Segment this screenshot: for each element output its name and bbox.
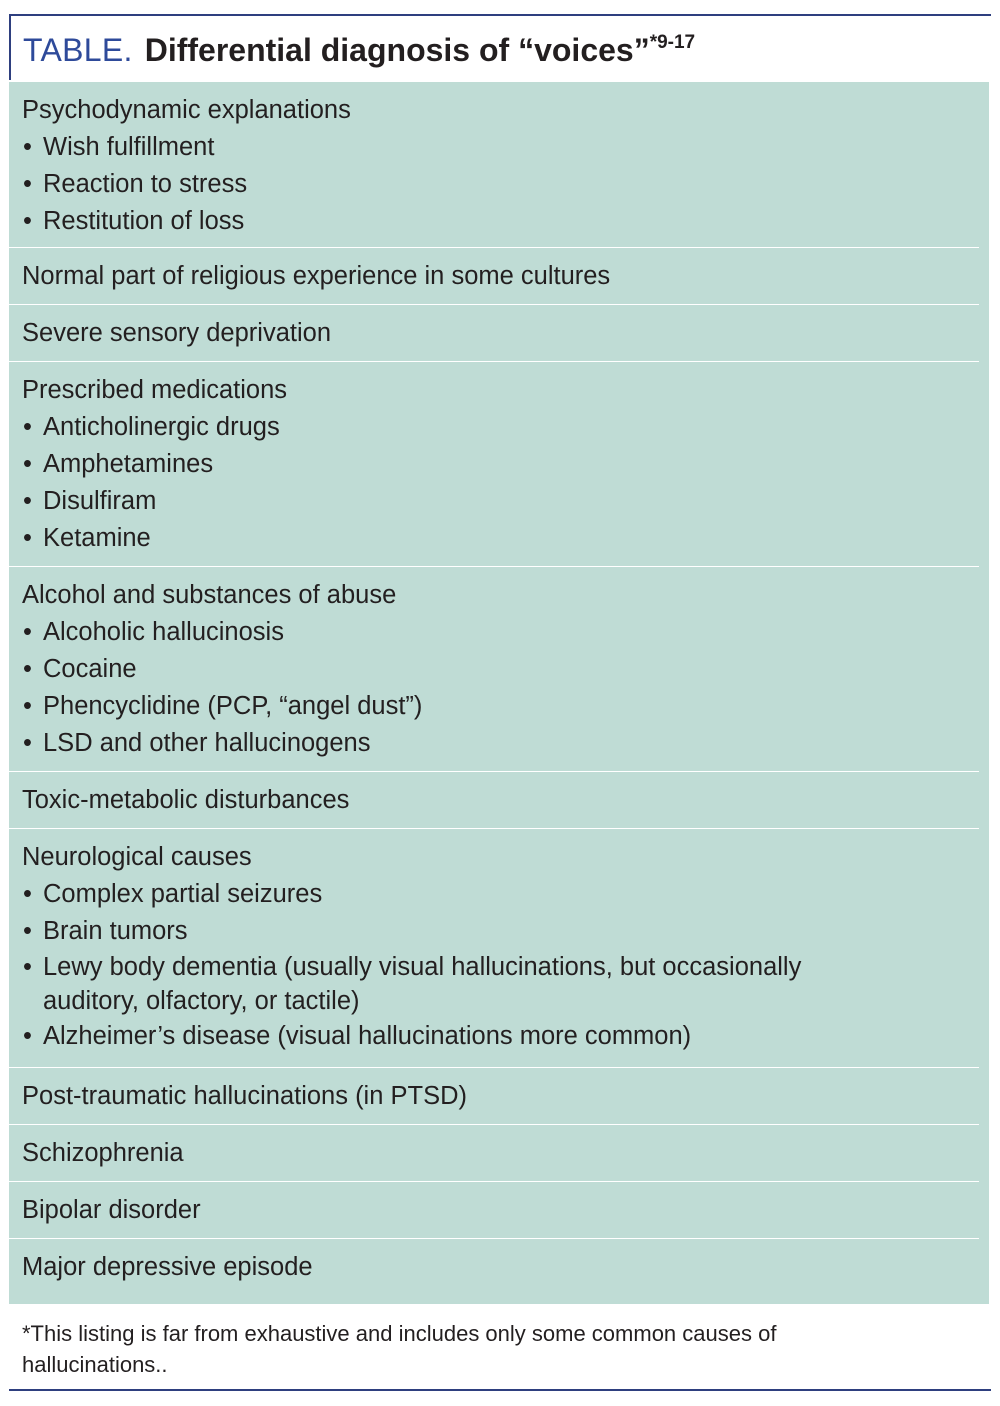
list-item: • Phencyclidine (PCP, “angel dust”) [22,688,979,725]
list-item: • Amphetamines [22,446,979,483]
table-row-toxic-metabolic [9,772,979,829]
table-title [23,30,695,76]
row-heading: Post-traumatic hallucinations (in PTSD) [22,1082,467,1110]
title-reference-superscript: *9-17 [649,32,696,53]
footnote-line: *This listing is far from exhaustive and includes only some common causes of [22,1321,777,1346]
list-item: • Disulfiram [22,483,979,520]
table-row-bipolar [9,1182,979,1239]
list-item: • Ketamine [22,520,979,557]
table-row-major-depressive [9,1239,979,1296]
list-item: • Restitution of loss [22,203,979,240]
row-heading: Toxic-metabolic disturbances [22,786,350,814]
table-row-ptsd [9,1068,979,1125]
row-heading: Alcohol and substances of abuse [22,581,397,609]
table-footnote [22,1318,972,1380]
row-heading: Schizophrenia [22,1139,184,1167]
list-item: • Complex partial seizures [22,876,979,913]
bottom-rule [9,1389,991,1391]
table-row-psychodynamic [9,92,979,248]
list-item-continuation: auditory, olfactory, or tactile) [43,987,360,1015]
list-item: • Anticholinergic drugs [22,409,979,446]
footnote-line: hallucinations.. [22,1352,168,1377]
table-row-sensory-deprivation [9,305,979,362]
table-body [9,82,989,1304]
row-heading: Prescribed medications [22,376,288,404]
list-item: • Cocaine [22,651,979,688]
list-item: • Wish fulfillment [22,129,979,166]
row-heading: Psychodynamic explanations [22,96,351,124]
row-heading: Bipolar disorder [22,1196,201,1224]
list-item [22,950,979,1018]
table-row-substances [9,567,979,772]
row-heading: Normal part of religious experience in some cultures [22,262,611,290]
table-title-bar [9,16,989,80]
list-item: • Reaction to stress [22,166,979,203]
list-item-text: Lewy body dementia (usually visual hallucinations, but occasionally [43,953,802,981]
table-row-schizophrenia [9,1125,979,1182]
table-row-prescribed-medications [9,362,979,567]
row-heading: Severe sensory deprivation [22,319,332,347]
list-item: • Alcoholic hallucinosis [22,614,979,651]
table-label: TABLE. [23,32,133,68]
table-title-text: Differential diagnosis of “voices” [144,32,650,68]
table-row-neurological [9,829,979,1068]
row-heading: Major depressive episode [22,1253,313,1281]
list-item: • Brain tumors [22,913,979,950]
list-item: • Alzheimer’s disease (visual hallucinations more common) [22,1018,979,1055]
row-heading: Neurological causes [22,843,252,871]
list-item: • LSD and other hallucinogens [22,725,979,762]
table-row-religious [9,248,979,305]
